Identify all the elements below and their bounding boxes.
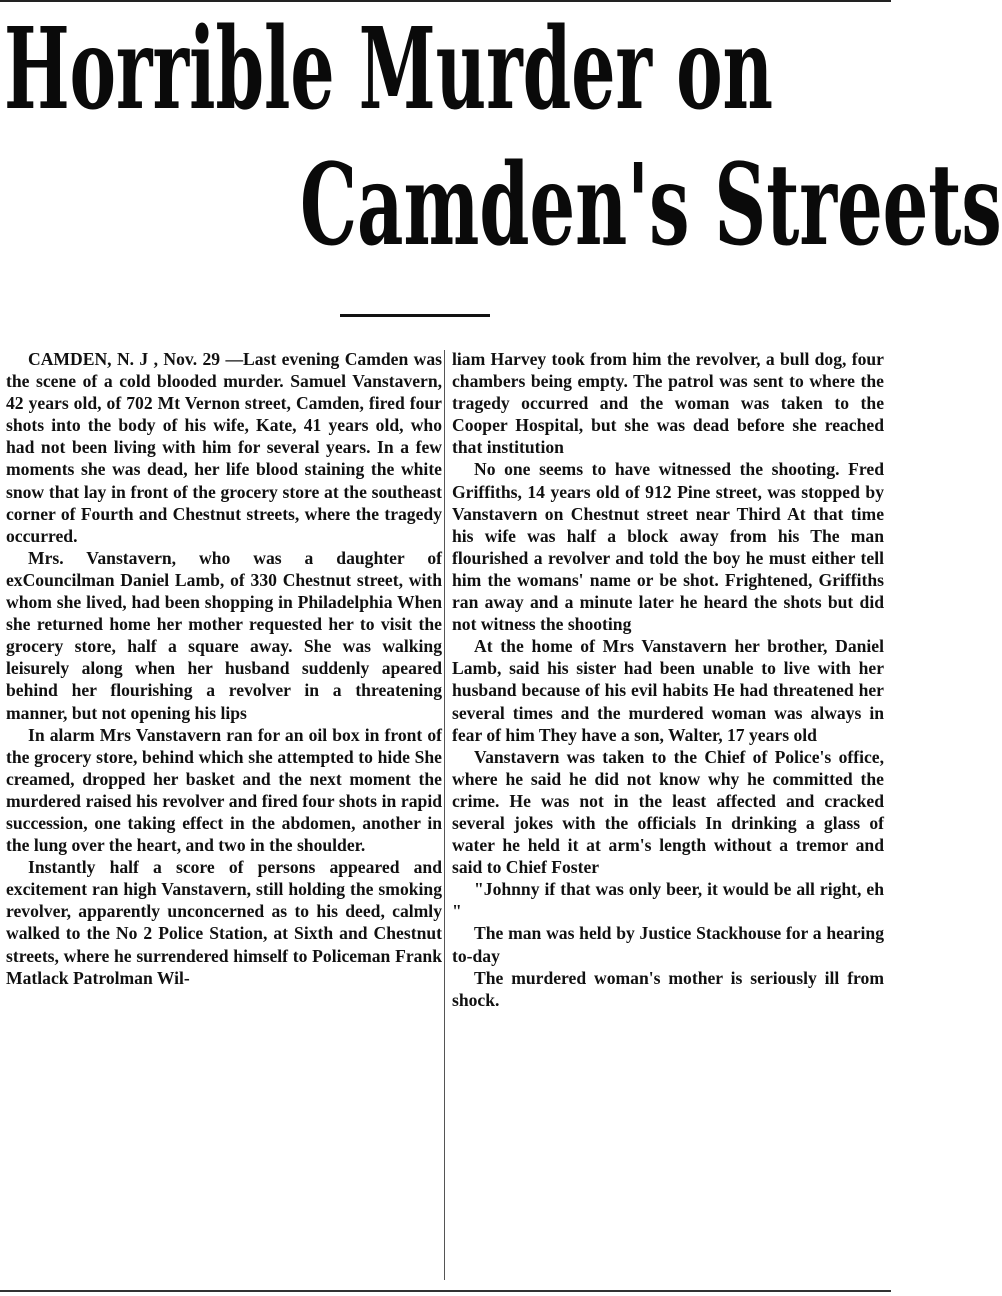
- paragraph: The murdered woman's mother is seriously ill from shock.: [452, 967, 884, 1010]
- paragraph: CAMDEN, N. J , Nov. 29 —Last evening Camden was the scene of a cold blooded murder. Samuel Vanstavern, 42 years old, of 702 Mt Vernon street, Camden, fired four shots into the body of his wife, Kate, 41 years old, who had not been living with him for several years. In a few moments she was dead, her life blood staining the white snow that lay in front of the grocery store at the southeast corner of Fourth and Chestnut streets, where the tragedy occurred.: [6, 349, 442, 546]
- paragraph: The man was held by Justice Stackhouse for a hearing to-day: [452, 923, 884, 966]
- paragraph: At the home of Mrs Vanstavern her brother, Daniel Lamb, said his sister had been unable to live with her husband because of his evil habits He had threatened her several times and the murdered woman was always in fear of him They have a son, Walter, 17 years old: [452, 636, 884, 745]
- paragraph: In alarm Mrs Vanstavern ran for an oil box in front of the grocery store, behind which she attempted to hide She creamed, dropped her basket and the next moment the murdered raised his revolver and fired four shots in rapid succession, one taking effect in the abdomen, another in the lung over the heart, and two in the shoulder.: [6, 724, 442, 856]
- bottom-rule: [0, 1290, 891, 1292]
- headline-line-2: Camden's Streets: [300, 140, 1002, 271]
- paragraph: "Johnny if that was only beer, it would be all right, eh ": [452, 879, 884, 922]
- paragraph: Vanstavern was taken to the Chief of Police's office, where he said he did not know why he committed the crime. He was not in the least affected and cracked several jokes with the officials In drinking a glass of water he held it at arm's length without a tremor and said to Chief Foster: [452, 746, 884, 878]
- article-column-left: [6, 348, 442, 989]
- paragraph: liam Harvey took from him the revolver, a bull dog, four chambers being empty. The patrol was sent to where the tragedy occurred and the woman was taken to the Cooper Hospital, but she was dead before she reached that institution: [452, 349, 884, 458]
- article-column-right: [452, 348, 884, 1011]
- column-divider: [444, 350, 445, 1280]
- headline-rule: [340, 314, 490, 317]
- paragraph: No one seems to have witnessed the shooting. Fred Griffiths, 14 years old of 912 Pine street, was stopped by Vanstavern on Chestnut street near Third At that time his wife was half a block away from his The man flourished a revolver and told the boy he must either tell him the womans' name or be shot. Frightened, Griffiths ran away and a minute later he heard the shots but did not witness the shooting: [452, 459, 884, 635]
- paragraph: Mrs. Vanstavern, who was a daughter of exCouncilman Daniel Lamb, of 330 Chestnut street, with whom she lived, had been shopping in Philadelphia When she returned home her mother requested her to visit the grocery store, half a square away. She was walking leisurely along when her husband suddenly apeared behind her flourishing a revolver in a threatening manner, but not opening his lips: [6, 547, 442, 723]
- paragraph: Instantly half a score of persons appeared and excitement ran high Vanstavern, still holding the smoking revolver, apparently unconcerned as to his deed, calmly walked to the No 2 Police Station, at Sixth and Chestnut streets, where he surrendered himself to Policeman Frank Matlack Patrolman Wil-: [6, 857, 442, 988]
- headline-line-1: Horrible Murder on: [4, 4, 773, 135]
